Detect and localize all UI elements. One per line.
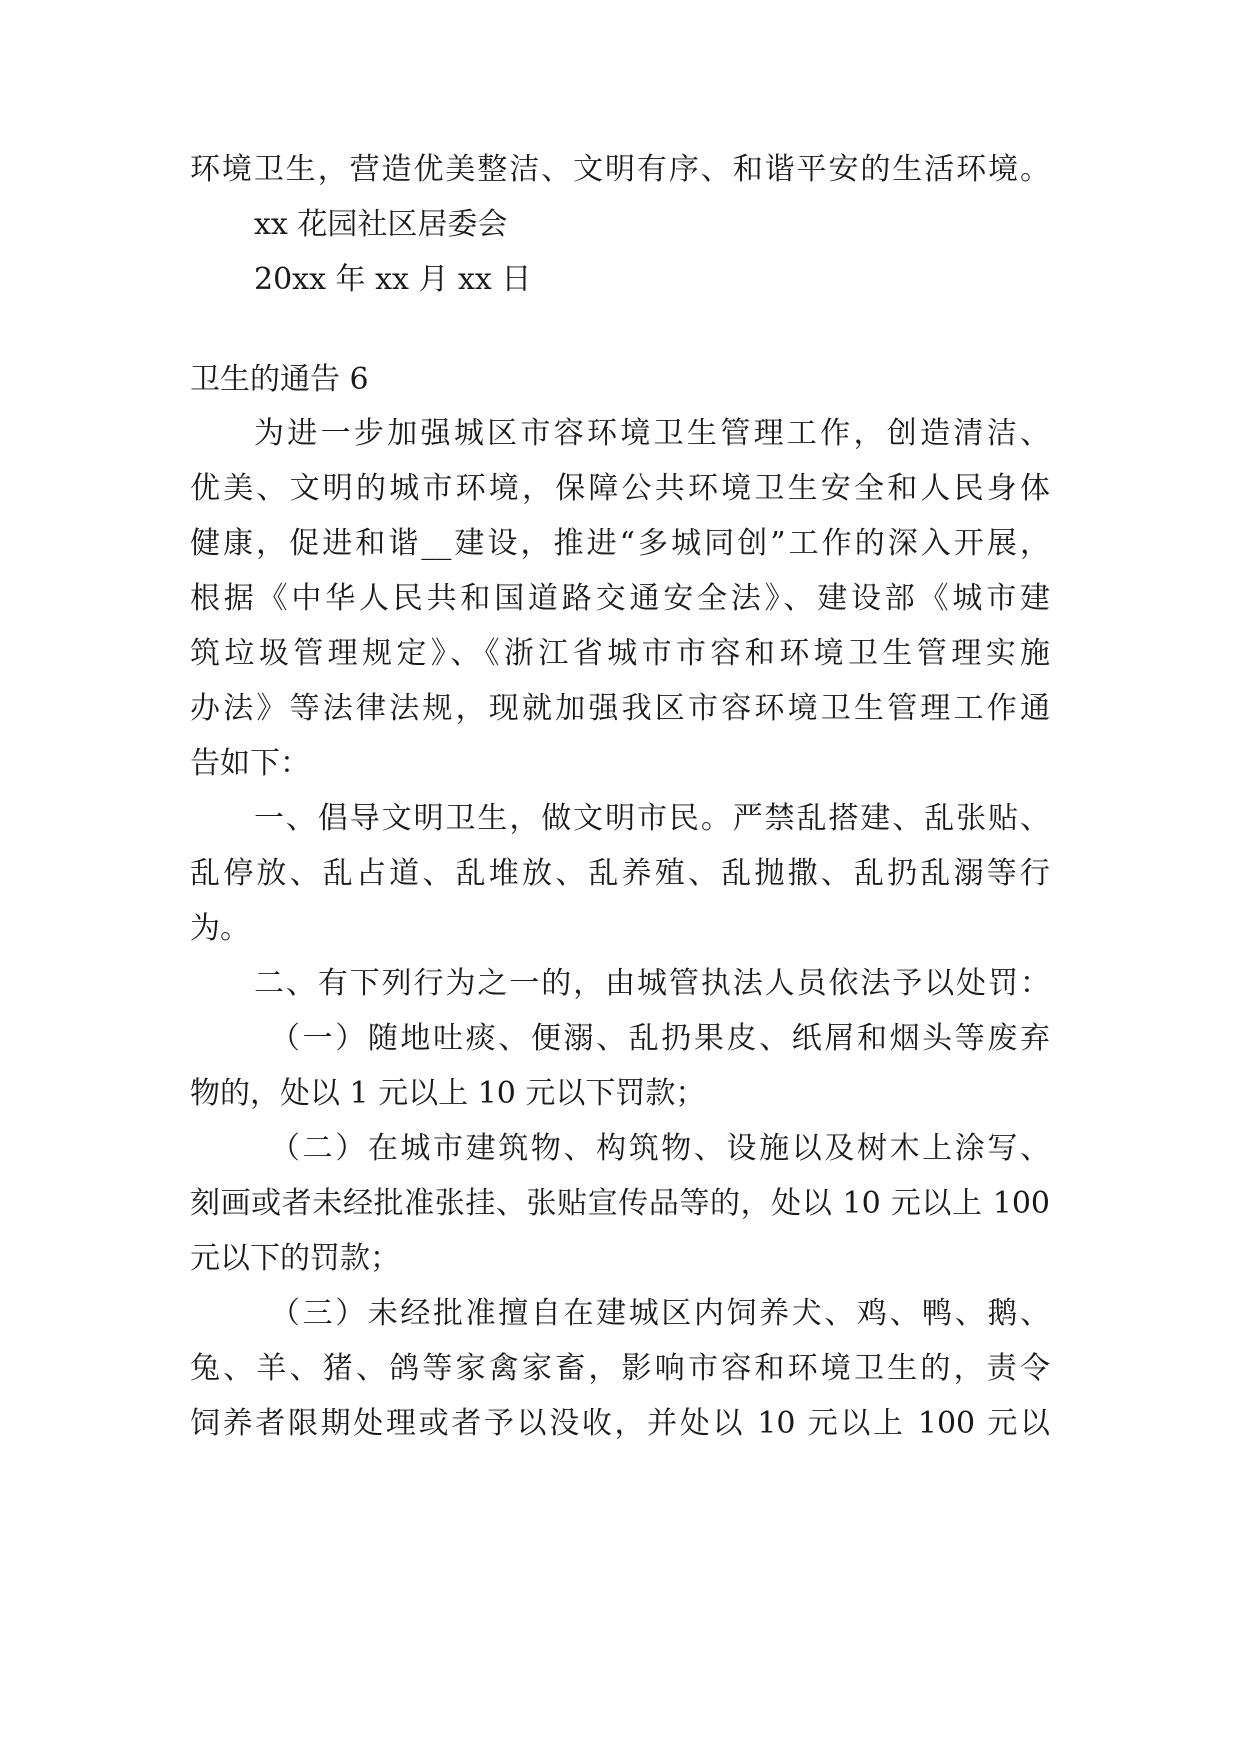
paragraph-1-line-3: 健康，促进和谐__建设，推进“多城同创”工作的深入开展， — [190, 526, 1050, 561]
paragraph-4-line-2: 物的，处以 1 元以上 10 元以下罚款； — [190, 1076, 706, 1111]
paragraph-1-line-7: 告如下： — [190, 746, 310, 781]
paragraph-1-line-4: 根据《中华人民共和国道路交通安全法》、建设部《城市建 — [190, 581, 1050, 616]
paragraph-4-line-1: （一）随地吐痰、便溺、乱扔果皮、纸屑和烟头等废弃 — [270, 1021, 1050, 1056]
previous-closing-line: 环境卫生，营造优美整洁、文明有序、和谐平安的生活环境。 — [190, 152, 1050, 187]
paragraph-1-line-6: 办法》等法律法规，现就加强我区市容环境卫生管理工作通 — [190, 691, 1050, 726]
signature: xx 花园社区居委会 — [254, 207, 508, 242]
paragraph-2-line-3: 为。 — [190, 911, 250, 946]
paragraph-6-line-3: 饲养者限期处理或者予以没收，并处以 10 元以上 100 元以 — [190, 1406, 1050, 1441]
date: 20xx 年 xx 月 xx 日 — [254, 262, 532, 297]
paragraph-1-line-5: 筑垃圾管理规定》、《浙江省城市市容和环境卫生管理实施 — [190, 636, 1050, 671]
paragraph-3-line-1: 二、有下列行为之一的，由城管执法人员依法予以处罚： — [254, 966, 1050, 1001]
paragraph-6-line-1: （三）未经批准擅自在建城区内饲养犬、鸡、鸭、鹅、 — [270, 1296, 1050, 1331]
paragraph-5-line-3: 元以下的罚款； — [190, 1241, 400, 1276]
paragraph-5-line-1: （二）在城市建筑物、构筑物、设施以及树木上涂写、 — [270, 1131, 1050, 1166]
paragraph-6-line-2: 兔、羊、猪、鸽等家禽家畜，影响市容和环境卫生的，责令 — [190, 1351, 1050, 1386]
paragraph-2-line-2: 乱停放、乱占道、乱堆放、乱养殖、乱抛撒、乱扔乱溺等行 — [190, 856, 1050, 891]
paragraph-1-line-2: 优美、文明的城市环境，保障公共环境卫生安全和人民身体 — [190, 471, 1050, 506]
paragraph-5-line-2: 刻画或者未经批准张挂、张贴宣传品等的，处以 10 元以上 100 — [190, 1186, 1050, 1221]
paragraph-1-line-1: 为进一步加强城区市容环境卫生管理工作，创造清洁、 — [254, 416, 1050, 451]
paragraph-2-line-1: 一、倡导文明卫生，做文明市民。严禁乱搭建、乱张贴、 — [254, 801, 1050, 836]
section-title: 卫生的通告 6 — [190, 362, 369, 397]
